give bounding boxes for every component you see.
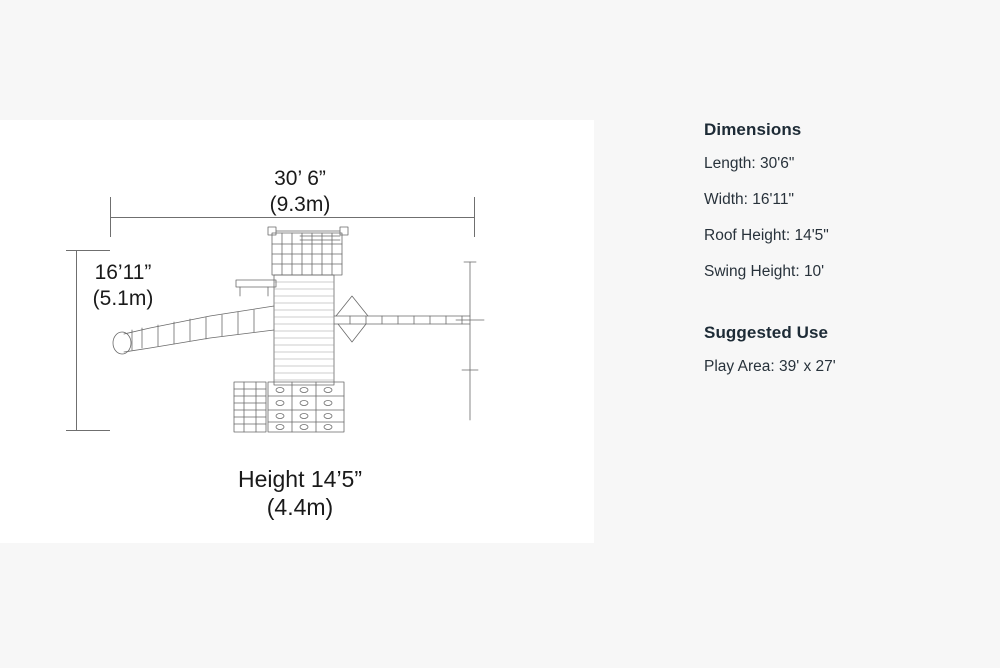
specs-panel (700, 120, 980, 393)
top-dimension-imperial: 30’ 6” (274, 167, 326, 190)
roof-post-right (340, 227, 348, 235)
dimension-item-swing-height: Swing Height: 10' (704, 263, 825, 281)
swing-beam-assembly (334, 262, 484, 420)
height-dimension-metric: (4.4m) (266, 494, 334, 521)
side-dimension-metric: (5.1m) (92, 286, 154, 310)
base-panel (268, 382, 344, 432)
dimension-item-width: Width: 16'11" (704, 191, 795, 209)
upper-rail (300, 236, 340, 240)
height-dimension-imperial: Height 14’5” (237, 466, 363, 492)
suggested-use-heading: Suggested Use (704, 322, 829, 342)
dimension-item-length: Length: 30'6" (704, 155, 795, 172)
tower-body (274, 275, 334, 385)
left-platform-arm (236, 280, 276, 296)
tube-slide (113, 306, 274, 354)
playset-line-drawing (0, 120, 594, 543)
suggested-use-item-play-area: Play Area: 39' x 27' (704, 357, 836, 375)
tower-siding-lines (274, 282, 334, 380)
top-dimension-metric: (9.3m) (269, 192, 331, 216)
dimension-item-roof-height: Roof Height: 14'5" (704, 227, 829, 245)
playset-diagram-panel (0, 120, 594, 543)
dimensions-heading: Dimensions (704, 120, 802, 139)
side-dimension-imperial: 16’11” (94, 261, 152, 284)
rock-ladder (234, 382, 266, 432)
